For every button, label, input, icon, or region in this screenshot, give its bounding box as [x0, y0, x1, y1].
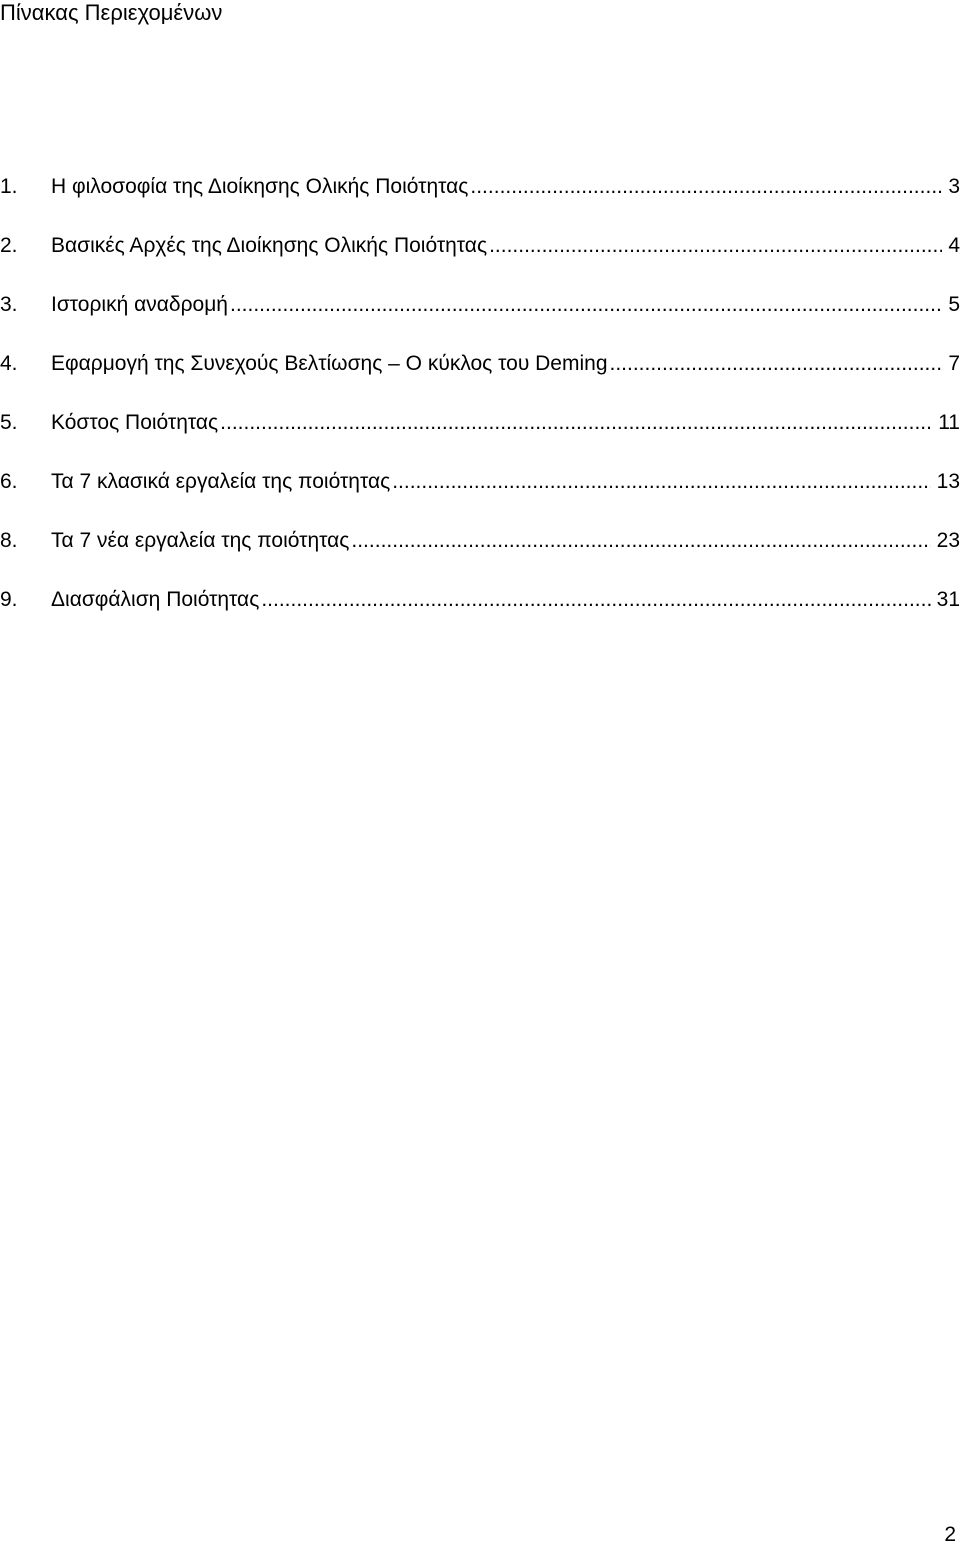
toc-entry-page: 13 [931, 467, 960, 497]
toc-dot-leader [392, 467, 930, 497]
toc-dot-leader [261, 585, 930, 615]
toc-entry[interactable] [0, 290, 960, 349]
page-number: 2 [944, 1523, 956, 1546]
toc-entry[interactable] [0, 231, 960, 290]
toc-heading: Πίνακας Περιεχομένων [0, 0, 223, 25]
toc-entry-number: 2. [0, 234, 18, 257]
toc-dot-leader [470, 172, 942, 202]
toc-entry-title: Εφαρμογή της Συνεχούς Βελτίωσης – Ο κύκλος του Deming [51, 349, 610, 379]
toc-entry-page: 7 [942, 349, 960, 379]
toc-entry-page: 5 [942, 290, 960, 320]
toc-entry-title: Η φιλοσοφία της Διοίκησης Ολικής Ποιότητας [51, 172, 470, 202]
toc-entry-page: 4 [942, 231, 960, 261]
toc-entry-number: 1. [0, 175, 18, 198]
toc-dot-leader [351, 526, 930, 556]
toc-dot-leader [230, 290, 942, 320]
toc-entry-title: Τα 7 νέα εργαλεία της ποιότητας [51, 526, 351, 556]
toc-entry-title: Ιστορική αναδρομή [51, 290, 230, 320]
toc-entry-title: Βασικές Αρχές της Διοίκησης Ολικής Ποιότητας [51, 231, 489, 261]
toc-entry[interactable] [0, 349, 960, 408]
toc-entry-title: Τα 7 κλασικά εργαλεία της ποιότητας [51, 467, 392, 497]
toc-entry-page: 11 [932, 408, 960, 438]
toc-entry-number: 8. [0, 529, 18, 552]
toc-entry-number: 3. [0, 293, 18, 316]
toc-entry-title: Διασφάλιση Ποιότητας [51, 585, 261, 615]
toc-entry-number: 5. [0, 411, 18, 434]
toc-dot-leader [489, 231, 942, 261]
toc-entry[interactable] [0, 585, 960, 644]
toc-entry-title: Κόστος Ποιότητας [51, 408, 220, 438]
toc-entry-page: 31 [931, 585, 960, 615]
toc-entry-page: 23 [931, 526, 960, 556]
toc-entry[interactable] [0, 467, 960, 526]
toc-entry-number: 6. [0, 470, 18, 493]
toc-dot-leader [610, 349, 943, 379]
toc-entry-number: 9. [0, 588, 18, 611]
toc-dot-leader [220, 408, 932, 438]
toc-entry[interactable] [0, 526, 960, 585]
toc-entry-number: 4. [0, 352, 18, 375]
toc-entry[interactable] [0, 408, 960, 467]
toc-list [0, 172, 960, 644]
toc-entry[interactable] [0, 172, 960, 231]
toc-entry-page: 3 [942, 172, 960, 202]
